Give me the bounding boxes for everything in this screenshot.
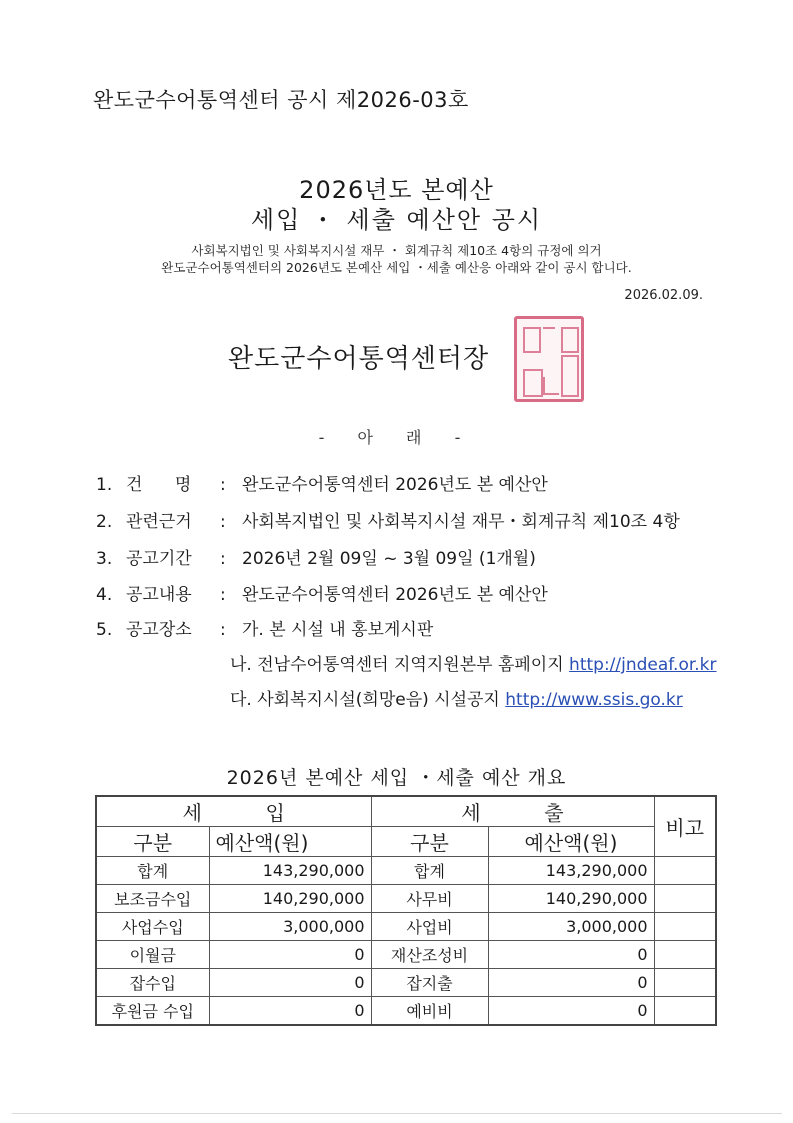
- remarks-cell: [654, 857, 716, 885]
- expense-amount: 0: [488, 941, 654, 969]
- below-marker: - 아 래 -: [318, 428, 475, 447]
- table-row: [96, 969, 716, 997]
- place-text: 나. 전남수어통역센터 지역지원본부 홈페이지: [230, 655, 564, 675]
- expense-amount: 0: [488, 969, 654, 997]
- item-value: 완도군수어통역센터 2026년도 본 예산안: [242, 475, 548, 495]
- item-value: 사회복지법인 및 사회복지시설 재무・회계규칙 제10조 4항: [242, 512, 680, 532]
- official-seal-icon: [514, 316, 584, 402]
- table-header-row: [96, 796, 716, 827]
- table-row: [96, 913, 716, 941]
- expense-category: 잡지출: [371, 969, 488, 997]
- revenue-amount-header: 예산액(원): [209, 827, 371, 857]
- remarks-header: 비고: [654, 796, 716, 857]
- remarks-cell: [654, 941, 716, 969]
- table-title: 2026년 본예산 세입 ・세출 예산 개요: [226, 767, 567, 789]
- expense-amount: 0: [488, 997, 654, 1026]
- revenue-amount: 3,000,000: [209, 913, 371, 941]
- item-number: 5.: [96, 620, 113, 640]
- item-4: [96, 580, 548, 605]
- item-2: [96, 507, 680, 532]
- table-row: [96, 941, 716, 969]
- remarks-cell: [654, 997, 716, 1026]
- expense-amount: 143,290,000: [488, 857, 654, 885]
- page-title-line1: 2026년도 본예산: [299, 176, 494, 204]
- revenue-category: 합계: [96, 857, 209, 885]
- expense-category: 사무비: [371, 885, 488, 913]
- revenue-amount: 0: [209, 997, 371, 1026]
- revenue-header: 세 입: [96, 796, 371, 827]
- place-text: 다. 사회복지시설(희망e음) 시설공지: [230, 690, 500, 710]
- expense-header: 세 출: [371, 796, 654, 827]
- item-value: 가. 본 시설 내 홍보게시판: [242, 620, 434, 640]
- page-bottom-divider: [12, 1113, 782, 1114]
- expense-amount-header: 예산액(원): [488, 827, 654, 857]
- item-colon: :: [220, 585, 226, 605]
- expense-category: 예비비: [371, 997, 488, 1026]
- item-colon: :: [220, 549, 226, 569]
- revenue-category: 이월금: [96, 941, 209, 969]
- expense-amount: 140,290,000: [488, 885, 654, 913]
- item-colon: :: [220, 512, 226, 532]
- remarks-cell: [654, 913, 716, 941]
- revenue-category-header: 구분: [96, 827, 209, 857]
- item-colon: :: [220, 620, 226, 640]
- place-jndeaf: [230, 650, 717, 675]
- item-label: 공고기간: [126, 549, 192, 569]
- item-number: 2.: [96, 512, 113, 532]
- expense-category-header: 구분: [371, 827, 488, 857]
- place-ssis: [230, 685, 683, 710]
- intro-text: [0, 242, 793, 276]
- remarks-cell: [654, 885, 716, 913]
- item-number: 4.: [96, 585, 113, 605]
- table-row: [96, 885, 716, 913]
- budget-table: [95, 795, 717, 1026]
- revenue-amount: 0: [209, 969, 371, 997]
- intro-line1: 사회복지법인 및 사회복지시설 재무 ・ 회계규칙 제10조 4항의 규정에 의거: [191, 243, 602, 258]
- item-number: 1.: [96, 475, 113, 495]
- item-value: 완도군수어통역센터 2026년도 본 예산안: [242, 585, 548, 605]
- item-number: 3.: [96, 549, 113, 569]
- item-label: 공고장소: [126, 620, 192, 640]
- item-colon: :: [220, 475, 226, 495]
- remarks-cell: [654, 969, 716, 997]
- revenue-amount: 143,290,000: [209, 857, 371, 885]
- revenue-amount: 0: [209, 941, 371, 969]
- revenue-category: 후원금 수입: [96, 997, 209, 1026]
- table-row: [96, 857, 716, 885]
- jndeaf-link[interactable]: http://jndeaf.or.kr: [569, 655, 717, 675]
- notice-number: 완도군수어통역센터 공시 제2026-03호: [93, 88, 469, 112]
- revenue-category: 잡수입: [96, 969, 209, 997]
- intro-line2: 완도군수어통역센터의 2026년도 본예산 세입 ・세출 예산응 아래와 같이 공시 합니다.: [161, 260, 632, 275]
- expense-category: 사업비: [371, 913, 488, 941]
- item-label: 공고내용: [126, 585, 192, 605]
- item-3: [96, 544, 536, 569]
- signer-name: 완도군수어통역센터장: [228, 344, 490, 374]
- table-subheader-row: [96, 827, 716, 857]
- item-1: [96, 470, 548, 495]
- ssis-link[interactable]: http://www.ssis.go.kr: [505, 690, 683, 710]
- item-label: 건 명: [126, 475, 192, 495]
- item-value: 2026년 2월 09일 ~ 3월 09일 (1개월): [242, 549, 536, 569]
- expense-category: 합계: [371, 857, 488, 885]
- expense-category: 재산조성비: [371, 941, 488, 969]
- item-label: 관련근거: [126, 512, 192, 532]
- revenue-category: 보조금수입: [96, 885, 209, 913]
- revenue-amount: 140,290,000: [209, 885, 371, 913]
- expense-amount: 3,000,000: [488, 913, 654, 941]
- table-row: [96, 997, 716, 1026]
- item-5: [96, 615, 433, 640]
- page-title-line2: 세입 ・ 세출 예산안 공시: [250, 206, 543, 234]
- revenue-category: 사업수입: [96, 913, 209, 941]
- notice-date: 2026.02.09.: [624, 288, 703, 303]
